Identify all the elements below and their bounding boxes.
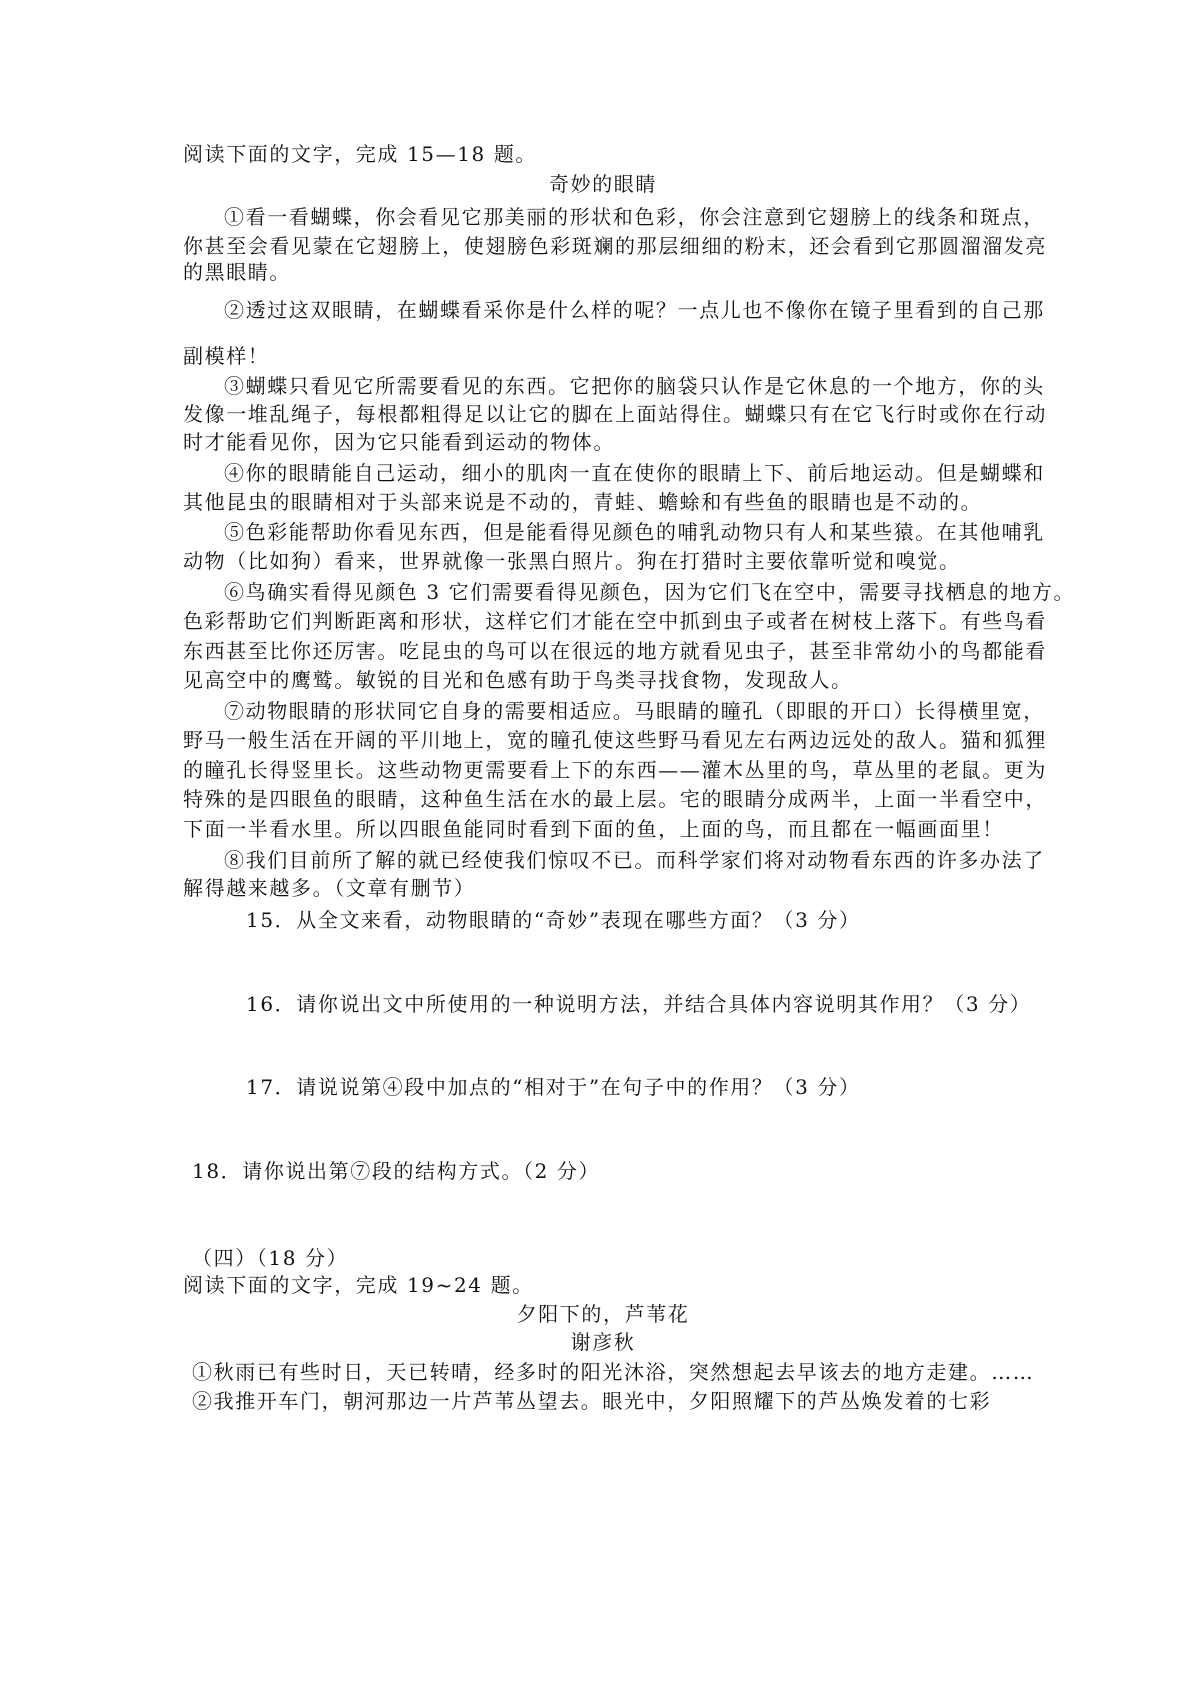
paragraph-line: 的瞳孔长得竖里长。这些动物更需要看上下的东西——灌木丛里的鸟，草丛里的老鼠。更为 — [183, 758, 1047, 782]
paragraph-line: 下面一半看水里。所以四眼鱼能同时看到下面的鱼，上面的鸟，而且都在一幅画面里！ — [183, 817, 1004, 841]
article-author: 谢彦秋 — [570, 1330, 636, 1354]
paragraph-line: 野马一般生活在开阔的平川地上，宽的瞳孔使这些野马看见左右两边远处的敌人。猫和狐狸 — [183, 728, 1047, 752]
section-intro: 阅读下面的文字，完成 19~24 题。 — [183, 1273, 534, 1297]
paragraph-line: ①秋雨已有些时日，天已转晴，经多时的阳光沐浴，突然想起去早该去的地方走建。…… — [192, 1360, 1035, 1384]
paragraph-line: ⑥鸟确实看得见颜色 3 它们需要看得见颜色，因为它们飞在空中，需要寻找栖息的地方。 — [224, 580, 1076, 604]
paragraph-line: 副模样！ — [183, 344, 270, 368]
question-17: 17．请说说第④段中加点的“相对于”在句子中的作用？（3 分） — [246, 1075, 861, 1099]
paragraph-line: 东西甚至比你还厉害。吃昆虫的鸟可以在很远的地方就看见虫子，甚至非常幼小的鸟都能看 — [183, 639, 1047, 663]
paragraph-line: 时才能看见你，因为它只能看到运动的物体。 — [183, 430, 615, 454]
paragraph-line: ②我推开车门，朝河那边一片芦苇丛望去。眼光中，夕阳照耀下的芦丛焕发着的七彩 — [192, 1389, 992, 1413]
question-16: 16．请你说出文中所使用的一种说明方法，并结合具体内容说明其作用？（3 分） — [246, 992, 1032, 1016]
paragraph-line: 发像一堆乱绳子，每根都粗得足以让它的脚在上面站得住。蝴蝶只有在它飞行时或你在行动 — [183, 402, 1047, 426]
paragraph-line: 色彩帮助它们判断距离和形状，这样它们才能在空中抓到虫子或者在树枝上落下。有些鸟看 — [183, 609, 1047, 633]
paragraph-line: ⑧我们目前所了解的就已经使我们惊叹不已。而科学家们将对动物看东西的许多办法了 — [224, 848, 1045, 872]
section-header: （四）（18 分） — [192, 1246, 349, 1270]
paragraph-line: ②透过这双眼睛，在蝴蝶看采你是什么样的呢？一点儿也不像你在镜子里看到的自己那 — [224, 298, 1045, 322]
paragraph-line: ⑦动物眼睛的形状同它自身的需要相适应。马眼睛的瞳孔（即眼的开口）长得横里宽， — [224, 699, 1045, 723]
article-title: 奇妙的眼睛 — [549, 172, 657, 196]
paragraph-line: ④你的眼睛能自己运动，细小的肌肉一直在使你的眼睛上下、前后地运动。但是蝴蝶和 — [224, 461, 1045, 485]
paragraph-line: 的黑眼睛。 — [183, 260, 291, 284]
paragraph-line: 解得越来越多。（文章有删节） — [183, 876, 476, 900]
question-18: 18．请你说出第⑦段的结构方式。（2 分） — [192, 1159, 601, 1183]
paragraph-line: 动物（比如狗）看来，世界就像一张黑白照片。狗在打猎时主要依靠听觉和嗅觉。 — [183, 549, 961, 573]
paragraph-line: 见高空中的鹰鹫。敏锐的目光和色感有助于鸟类寻找食物，发现敌人。 — [183, 668, 853, 692]
paragraph-line: ③蝴蝶只看见它所需要看见的东西。它把你的脑袋只认作是它休息的一个地方，你的头 — [224, 374, 1045, 398]
paragraph-line: 特殊的是四眼鱼的眼睛，这种鱼生活在水的最上层。宅的眼睛分成两半，上面一半看空中， — [183, 787, 1047, 811]
paragraph-line: 你甚至会看见蒙在它翅膀上，使翅膀色彩斑斓的那层细细的粉末，还会看到它那圆溜溜发亮 — [183, 234, 1047, 258]
section-intro: 阅读下面的文字，完成 15—18 题。 — [183, 142, 538, 166]
paragraph-line: ①看一看蝴蝶，你会看见它那美丽的形状和色彩，你会注意到它翅膀上的线条和斑点， — [224, 205, 1045, 229]
paragraph-line: ⑤色彩能帮助你看见东西，但是能看得见颜色的哺乳动物只有人和某些猿。在其他哺乳 — [224, 520, 1045, 544]
article-title: 夕阳下的，芦苇花 — [516, 1302, 690, 1326]
paragraph-line: 其他昆虫的眼睛相对于头部来说是不动的，青蛙、蟾蜍和有些鱼的眼睛也是不动的。 — [183, 490, 983, 514]
question-15: 15．从全文来看，动物眼睛的“奇妙”表现在哪些方面？（3 分） — [246, 908, 861, 932]
